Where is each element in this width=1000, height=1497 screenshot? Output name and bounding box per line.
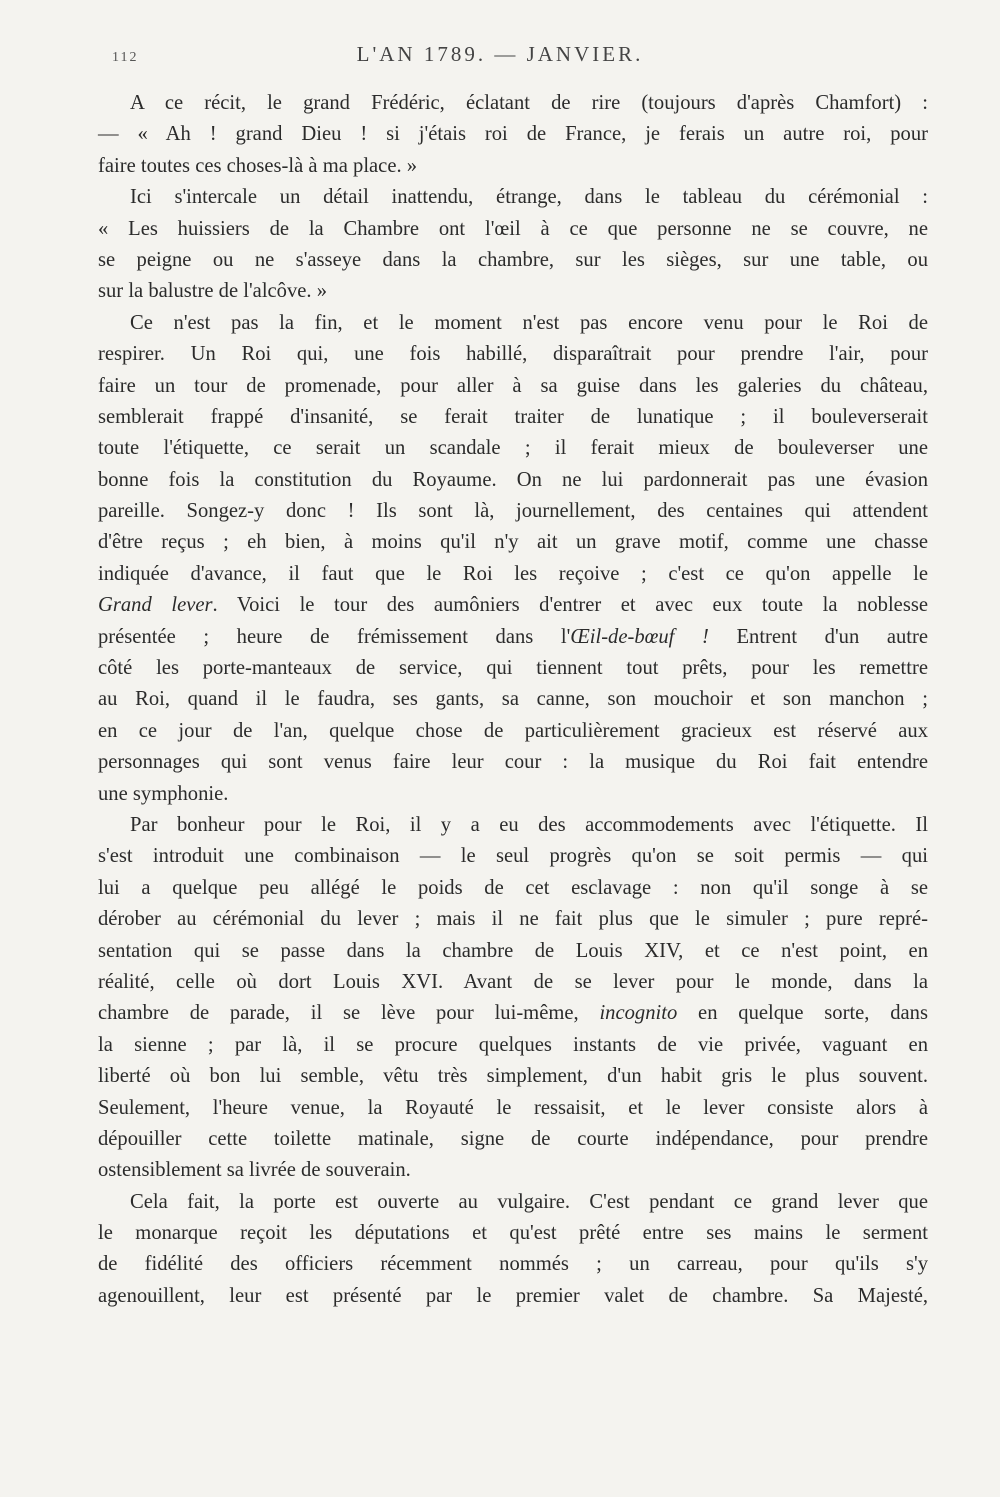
text-line: Ce n'est pas la fin, et le moment n'est pas encore venu pour le Roi de [130, 311, 928, 334]
text-line: le monarque reçoit les députations et qu'est prêté entre ses mains le serment [98, 1222, 928, 1245]
text-line: ostensiblement sa livrée de souverain. [98, 1159, 411, 1182]
text-line: dépouiller cette toilette matinale, signe de courte indépendance, pour prendre [98, 1127, 928, 1150]
text-line: toute l'étiquette, ce serait un scandale ; il ferait mieux de bouleverser une [98, 437, 928, 460]
text-line [98, 622, 928, 653]
body-text [98, 88, 928, 1312]
text-line: indiquée d'avance, il faut que le Roi les reçoive ; c'est ce qu'on appelle le [98, 562, 928, 585]
text-line: — « Ah ! grand Dieu ! si j'étais roi de France, je ferais un autre roi, pour [98, 123, 928, 146]
text-line: une symphonie. [98, 782, 229, 805]
text-line: liberté où bon lui semble, vêtu très simplement, d'un habit gris le plus souvent. [98, 1065, 928, 1088]
text-line: en ce jour de l'an, quelque chose de particulièrement gracieux est réservé aux [98, 719, 928, 742]
page-number: 112 [112, 50, 139, 65]
text-line: dérober au cérémonial du lever ; mais il ne fait plus que le simuler ; pure repré- [98, 908, 928, 931]
text-line: Cela fait, la porte est ouverte au vulgaire. C'est pendant ce grand lever que [130, 1190, 928, 1213]
text-line: se peigne ou ne s'asseye dans la chambre, sur les sièges, sur une table, ou [98, 248, 928, 271]
italic-term: Grand lever [98, 594, 213, 617]
text-line: au Roi, quand il le faudra, ses gants, sa canne, son mouchoir et son manchon ; [98, 688, 928, 711]
text-segment: Entrent d'un autre [708, 625, 929, 648]
text-segment: . Voici le tour des aumôniers d'entrer et avec eux toute la noblesse [212, 594, 928, 617]
text-segment: présentée ; heure de frémissement dans l' [98, 625, 571, 648]
text-line: réalité, celle où dort Louis XVI. Avant de se lever pour le monde, dans la [98, 970, 928, 993]
text-line: de fidélité des officiers récemment nommés ; un carreau, pour qu'ils s'y [98, 1253, 928, 1276]
text-line: semblerait frappé d'insanité, se ferait traiter de lunatique ; il bouleverserait [98, 405, 928, 428]
text-line: agenouillent, leur est présenté par le premier valet de chambre. Sa Majesté, [98, 1284, 928, 1307]
text-line: Seulement, l'heure venue, la Royauté le ressaisit, et le lever consiste alors à [98, 1096, 928, 1119]
text-line: côté les porte-manteaux de service, qui tiennent tout prêts, pour les remettre [98, 657, 928, 680]
italic-term: Œil-de-bœuf ! [570, 625, 709, 648]
text-line: Par bonheur pour le Roi, il y a eu des accommodements avec l'étiquette. Il [130, 813, 928, 836]
text-line: pareille. Songez-y donc ! Ils sont là, journellement, des centaines qui attendent [98, 500, 928, 523]
text-line: respirer. Un Roi qui, une fois habillé, disparaîtrait pour prendre l'air, pour [98, 343, 928, 366]
text-line: la sienne ; par là, il se procure quelques instants de vie privée, vaguant en [98, 1033, 928, 1056]
text-line: s'est introduit une combinaison — le seul progrès qu'on se soit permis — qui [98, 845, 928, 868]
text-line: A ce récit, le grand Frédéric, éclatant de rire (toujours d'après Chamfort) : [130, 92, 928, 114]
text-line: personnages qui sont venus faire leur cour : la musique du Roi fait entendre [98, 751, 928, 774]
running-title: L'AN 1789. — JANVIER. [356, 42, 644, 66]
text-line: sentation qui se passe dans la chambre de Louis XIV, et ce n'est point, en [98, 939, 928, 962]
text-line: « Les huissiers de la Chambre ont l'œil à ce que personne ne se couvre, ne [98, 217, 928, 240]
text-line [98, 590, 928, 621]
text-line [98, 998, 928, 1029]
page-header [0, 42, 1000, 72]
text-line: Ici s'intercale un détail inattendu, étrange, dans le tableau du cérémonial : [130, 186, 928, 209]
text-line: lui a quelque peu allégé le poids de cet esclavage : non qu'il songe à se [98, 876, 928, 899]
text-segment: chambre de parade, il se lève pour lui-même, [98, 1002, 600, 1025]
italic-term: incognito [599, 1002, 678, 1025]
text-line: bonne fois la constitution du Royaume. On ne lui pardonnerait pas une évasion [98, 468, 928, 491]
text-line: sur la balustre de l'alcôve. » [98, 280, 328, 303]
text-line: faire toutes ces choses-là à ma place. » [98, 154, 418, 177]
text-line: d'être reçus ; eh bien, à moins qu'il n'y ait un grave motif, comme une chasse [98, 531, 928, 554]
text-segment: en quelque sorte, dans [677, 1002, 928, 1025]
text-line: faire un tour de promenade, pour aller à sa guise dans les galeries du château, [98, 374, 928, 397]
